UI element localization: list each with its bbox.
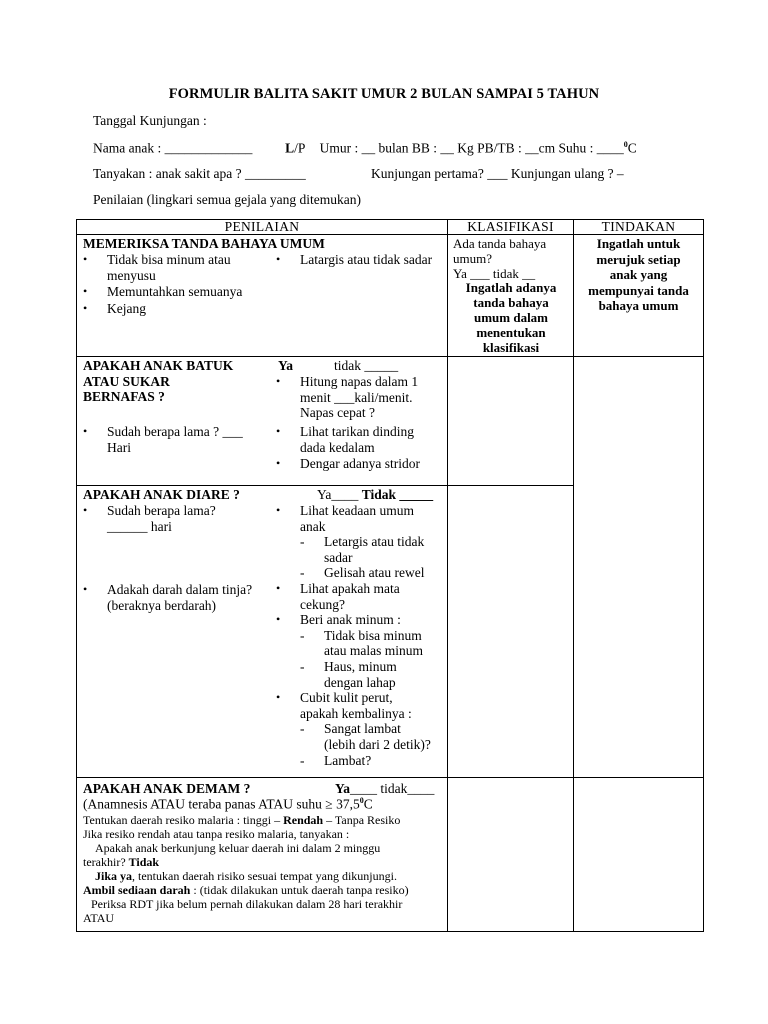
diare-right-text: Letargis atau tidak bbox=[324, 534, 425, 550]
row-batuk bbox=[77, 357, 704, 486]
diare-right-sub-continuation bbox=[324, 643, 423, 659]
tindakan-note-1: Ingatlah untuk bbox=[596, 236, 681, 251]
batuk-diare-tindakan-cell[interactable] bbox=[574, 357, 704, 778]
batuk-title-1: APAKAH ANAK BATUK bbox=[83, 358, 234, 373]
tanyakan-field[interactable]: Tanyakan : anak sakit apa ? _________ bbox=[93, 166, 306, 181]
diare-right-text: Lihat apakah mata bbox=[300, 581, 400, 596]
batuk-ya-option[interactable]: Ya bbox=[278, 358, 294, 373]
tanggal-kunjungan-label: Tanggal Kunjungan : bbox=[93, 113, 207, 128]
demam-atau: ATAU bbox=[83, 911, 115, 925]
diare-ya-option[interactable]: Ya____ bbox=[317, 487, 359, 502]
demam-ambil-sediaan: Ambil sediaan darah : (tidak dilakukan untuk daerah tanpa resiko) bbox=[83, 883, 409, 897]
diare-right-sub-continuation bbox=[324, 675, 396, 691]
diare-right-text: dengan lahap bbox=[324, 674, 396, 690]
bahaya-klas-note-4: menentukan bbox=[476, 325, 546, 340]
table-header-row bbox=[77, 220, 704, 235]
batuk-title-2: ATAU SUKAR bbox=[83, 373, 170, 389]
row-tanda-bahaya bbox=[77, 235, 704, 357]
nama-anak-row bbox=[93, 140, 637, 157]
bullet-marker: • bbox=[276, 503, 281, 517]
dash-marker: - bbox=[300, 534, 305, 550]
diare-right-text: Lihat keadaan umum bbox=[300, 503, 414, 518]
diare-right-sub-continuation bbox=[324, 737, 431, 753]
dash-marker: - bbox=[300, 721, 305, 737]
demam-tidak-option[interactable]: ____ tidak____ bbox=[350, 781, 435, 796]
demam-jika-ya: Jika ya, tentukan daerah risiko sesuai tempat yang dikunjungi. bbox=[95, 869, 397, 883]
tindakan-note-4: mempunyai tanda bbox=[588, 282, 689, 298]
sex-l-option[interactable]: L bbox=[285, 140, 295, 156]
diare-right-text: (lebih dari 2 detik)? bbox=[324, 737, 431, 752]
demam-klasifikasi-cell[interactable] bbox=[448, 778, 574, 932]
demam-terakhir-tidak[interactable]: terakhir? Tidak bbox=[83, 855, 160, 869]
suhu-unit: C bbox=[627, 140, 637, 156]
degree-sup: 0 bbox=[623, 140, 628, 149]
diare-title: APAKAH ANAK DIARE ? bbox=[83, 487, 240, 502]
demam-ya-option[interactable]: Ya bbox=[335, 781, 351, 796]
diare-right-text: Cubit kulit perut, bbox=[300, 690, 393, 706]
bahaya-klas-ya-tidak[interactable]: Ya ___ tidak __ bbox=[453, 266, 536, 281]
bahaya-tindakan-cell bbox=[574, 235, 704, 357]
tindakan-note-3: anak yang bbox=[609, 267, 668, 282]
nama-anak-field[interactable]: Nama anak : _____________ bbox=[93, 140, 253, 156]
diare-right-text: Sangat lambat bbox=[324, 721, 401, 737]
demam-resiko-tanyakan: Jika resiko rendah atau tanpa resiko malaria, tanyakan : bbox=[83, 827, 350, 841]
header-tindakan: TINDAKAN bbox=[574, 220, 704, 235]
diare-right-text: Beri anak minum : bbox=[300, 612, 401, 628]
batuk-penilaian-cell: APAKAH ANAK BATUK ATAU SUKAR BERNAFAS ? Ya tidak _____ • Sudah berapa lama ? ___ Hari • Hitung napas dalam 1 menit ___kali/menit. Napas cepat ? • Lihat tarikan dinding dada kedalam • Dengar adanya stridor bbox=[77, 357, 448, 486]
bahaya-klas-q2: umum? bbox=[453, 251, 492, 266]
tindakan-note-2: merujuk setiap bbox=[596, 251, 681, 267]
umur-bb-pb-suhu-fields[interactable]: Umur : __ bulan BB : __ Kg PB/TB : __cm Suhu : ____ bbox=[319, 140, 624, 156]
batuk-tidak-option[interactable]: tidak _____ bbox=[334, 358, 399, 373]
batuk-title-3: BERNAFAS ? bbox=[83, 389, 165, 404]
demam-periksa-rdt: Periksa RDT jika belum pernah dilakukan dalam 28 hari terakhir bbox=[91, 897, 403, 911]
dash-marker: - bbox=[300, 659, 305, 674]
kunjungan-field[interactable]: Kunjungan pertama? ___ Kunjungan ulang ? – bbox=[371, 166, 624, 181]
bahaya-klas-q1: Ada tanda bahaya bbox=[453, 236, 547, 251]
diare-right-text: Haus, minum bbox=[324, 659, 397, 674]
diare-klasifikasi-cell[interactable] bbox=[448, 486, 574, 778]
diare-right-text: Tidak bisa minum bbox=[324, 627, 422, 643]
bahaya-klas-note-3: umum dalam bbox=[473, 310, 549, 325]
assessment-table bbox=[76, 219, 704, 932]
bullet-marker: • bbox=[276, 612, 281, 627]
diare-tidak-option[interactable]: Tidak _____ bbox=[361, 487, 434, 502]
diare-right-continuation bbox=[300, 597, 345, 613]
diare-right-text: apakah kembalinya : bbox=[300, 705, 412, 721]
batuk-klasifikasi-cell[interactable] bbox=[448, 357, 574, 486]
penilaian-instruction: Penilaian (lingkari semua gejala yang ditemukan) bbox=[93, 192, 362, 207]
bullet-marker: • bbox=[276, 581, 281, 595]
diare-right-text: anak bbox=[300, 518, 326, 534]
bahaya-penilaian-cell: MEMERIKSA TANDA BAHAYA UMUM • Tidak bisa minum atau menyusu • Memuntahkan semuanya • Kejang • Latargis atau tidak sadar bbox=[77, 235, 448, 357]
bahaya-title: MEMERIKSA TANDA BAHAYA UMUM bbox=[83, 236, 325, 251]
diare-right-continuation bbox=[300, 706, 412, 722]
dash-marker: - bbox=[300, 752, 305, 768]
diare-right-text: atau malas minum bbox=[324, 643, 423, 659]
dash-marker: - bbox=[300, 565, 305, 581]
diare-penilaian-cell: APAKAH ANAK DIARE ? Ya____ Tidak _____ • Sudah berapa lama? ______ hari • Adakah darah dalam tinja? (beraknya berdarah) • Lihat keadaan umum anak - Letargis atau tidak sadar - Gelisah atau rewel • Lihat apakah mata cekung? • Beri anak minum : - Tidak bisa minum atau malas minum - Haus, minum dengan lahap • Cubit kulit perut, apakah kembalinya : - Sangat lambat (lebih dari 2 detik)? - Lambat? bbox=[77, 486, 448, 778]
form-title: FORMULIR BALITA SAKIT UMUR 2 BULAN SAMPAI 5 TAHUN bbox=[168, 86, 600, 102]
bullet-marker: • bbox=[276, 690, 281, 705]
diare-right-continuation bbox=[300, 519, 325, 535]
tindakan-note-5: bahaya umum bbox=[598, 298, 679, 313]
diare-right-text: cekung? bbox=[300, 596, 345, 612]
header-penilaian: PENILAIAN bbox=[77, 220, 448, 235]
demam-tindakan-cell[interactable] bbox=[574, 778, 704, 932]
header-klasifikasi: KLASIFIKASI bbox=[448, 220, 574, 235]
diare-right-text: Gelisah atau rewel bbox=[324, 565, 425, 581]
demam-berkunjung-q: Apakah anak berkunjung keluar daerah ini dalam 2 minggu bbox=[95, 841, 381, 855]
bahaya-klasifikasi-cell bbox=[448, 235, 574, 357]
demam-resiko-malaria[interactable]: Tentukan daerah resiko malaria : tinggi – Rendah – Tanpa Resiko bbox=[83, 813, 401, 827]
diare-right-text: Lambat? bbox=[324, 752, 372, 768]
bahaya-klas-note-1: Ingatlah adanya bbox=[465, 280, 557, 295]
dash-marker: - bbox=[300, 627, 305, 643]
demam-anamnesis: (Anamnesis ATAU teraba panas ATAU suhu ≥ $37,5^0C$ bbox=[83, 796, 373, 812]
sex-p-option[interactable]: /P bbox=[294, 140, 305, 156]
bahaya-klas-note-5: klasifikasi bbox=[482, 340, 540, 355]
demam-penilaian-cell bbox=[77, 778, 448, 932]
diare-right-text: sadar bbox=[324, 549, 353, 565]
diare-right-sub-continuation bbox=[324, 550, 352, 566]
row-demam bbox=[77, 778, 704, 932]
demam-title: APAKAH ANAK DEMAM ? bbox=[83, 781, 251, 796]
bahaya-klas-note-2: tanda bahaya bbox=[473, 295, 549, 310]
